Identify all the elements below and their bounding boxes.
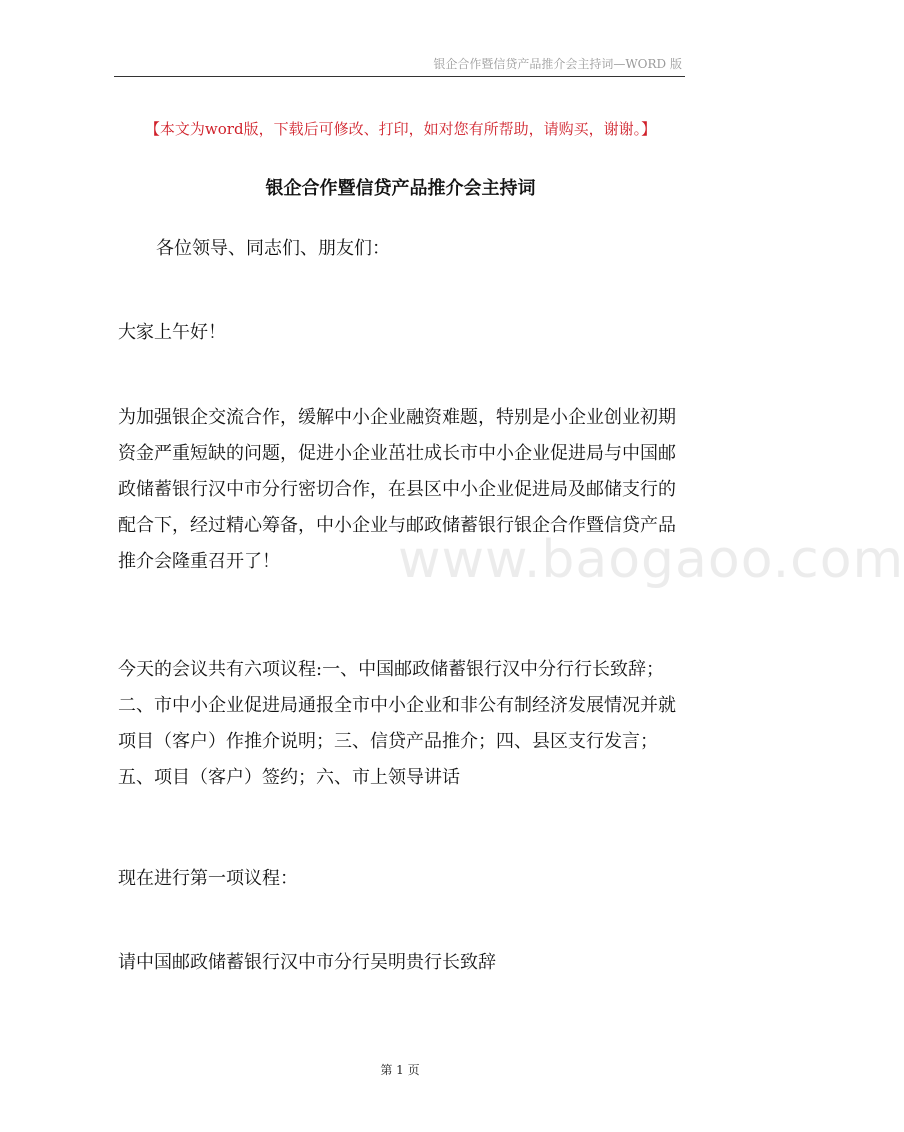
invitation-paragraph: 请中国邮政储蓄银行汉中市分行吴明贵行长致辞 bbox=[118, 952, 496, 973]
first-agenda-paragraph: 现在进行第一项议程： bbox=[118, 868, 298, 889]
running-header: 银企合作暨信贷产品推介会主持词—WORD 版 bbox=[433, 57, 682, 71]
opening-paragraph: 为加强银企交流合作，缓解中小企业融资难题，特别是小企业创业初期资金严重短缺的问题，促进小企业茁壮成长市中小企业促进局与中国邮政储蓄银行汉中市分行密切合作，在县区中小企业促进局及邮储支行的配合下，经过精心筹备，中小企业与邮政储蓄银行银企合作暨信贷产品推介会隆重召开了！ bbox=[118, 407, 676, 572]
purchase-notice: 【本文为word版，下载后可修改、打印，如对您有所帮助，请购买，谢谢。】 bbox=[144, 120, 657, 138]
salutation-paragraph: 各位领导、同志们、朋友们： bbox=[156, 238, 390, 259]
agenda-paragraph: 今天的会议共有六项议程:一、中国邮政储蓄银行汉中分行行长致辞；二、市中小企业促进局通报全市中小企业和非公有制经济发展情况并就项目（客户）作推介说明；三、信贷产品推介；四、县区支行发言；五、项目（客户）签约；六、市上领导讲话 bbox=[118, 659, 676, 788]
greeting-paragraph: 大家上午好！ bbox=[118, 322, 226, 343]
header-divider bbox=[114, 76, 685, 77]
page-number: 第 1 页 bbox=[380, 1063, 420, 1077]
document-title: 银企合作暨信贷产品推介会主持词 bbox=[265, 178, 536, 199]
site-watermark: www.baogaoo.com bbox=[398, 530, 904, 590]
